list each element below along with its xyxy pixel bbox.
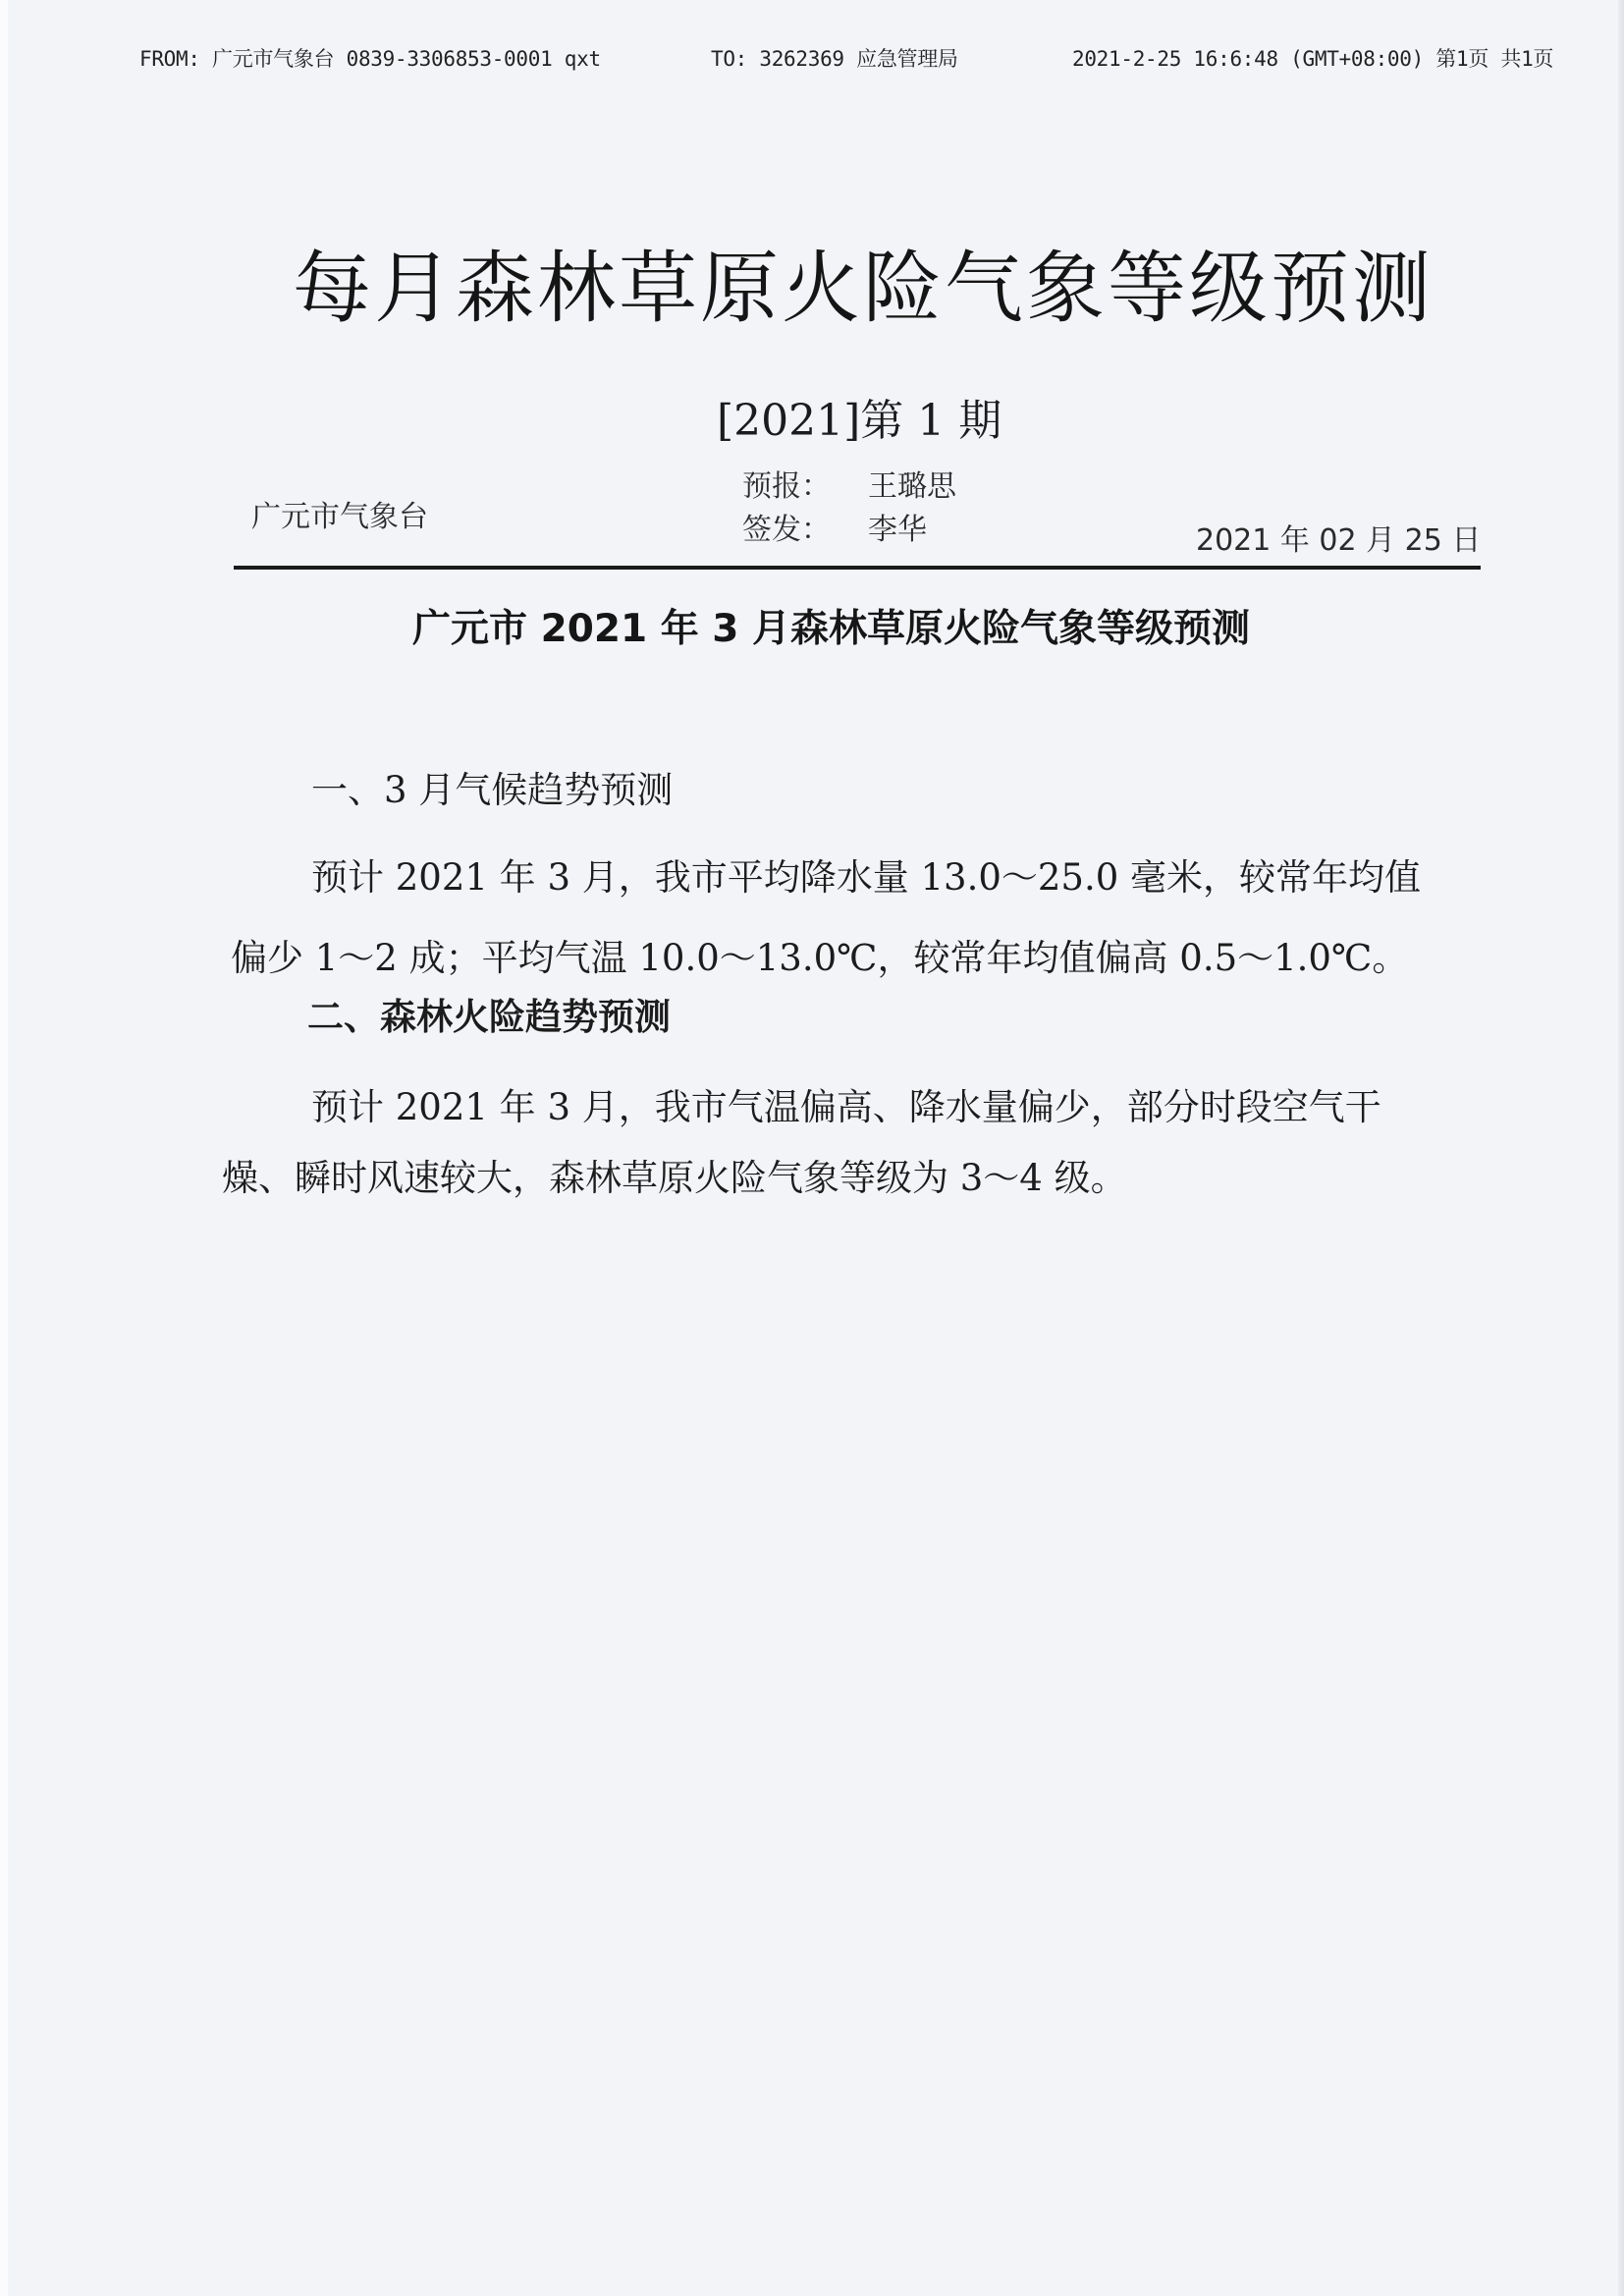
- paragraph-line: 预计 2021 年 3 月，我市平均降水量 13.0～25.0 毫米，较常年均值: [311, 856, 1422, 899]
- fax-to: TO: 3262369 应急管理局: [711, 47, 958, 71]
- forecaster-label: 预报：: [742, 469, 831, 504]
- paragraph-line: 预计 2021 年 3 月，我市气温偏高、降水量偏少，部分时段空气干: [311, 1086, 1381, 1128]
- section-heading-fire-risk: 二、森林火险趋势预测: [307, 996, 671, 1038]
- approver-name: 李华: [868, 513, 927, 547]
- document-title: 每月森林草原火险气象等级预测: [293, 243, 1434, 334]
- paragraph-line: 燥、瞬时风速较大，森林草原火险气象等级为 3～4 级。: [222, 1157, 1127, 1199]
- paragraph-line: 偏少 1～2 成；平均气温 10.0～13.0℃，较常年均值偏高 0.5～1.0℃。: [231, 937, 1409, 979]
- scan-edge-right: [1618, 0, 1624, 2296]
- fax-from: FROM: 广元市气象台 0839-3306853-0001 qxt: [139, 47, 601, 71]
- scan-edge-left: [0, 0, 8, 2296]
- header-rule: [234, 566, 1481, 570]
- issuer: 广元市气象台: [251, 500, 428, 534]
- fax-timestamp: 2021-2-25 16:6:48 (GMT+08:00) 第1页 共1页: [1072, 47, 1554, 71]
- approver-label: 签发：: [742, 513, 831, 547]
- issue-date: 2021 年 02 月 25 日: [1196, 523, 1482, 558]
- issue-number: [2021]第 1 期: [717, 396, 1002, 446]
- document-subtitle: 广元市 2021 年 3 月森林草原火险气象等级预测: [412, 607, 1250, 651]
- section-heading-climate: 一、3 月气候趋势预测: [311, 769, 674, 811]
- forecaster-name: 王璐思: [868, 469, 956, 504]
